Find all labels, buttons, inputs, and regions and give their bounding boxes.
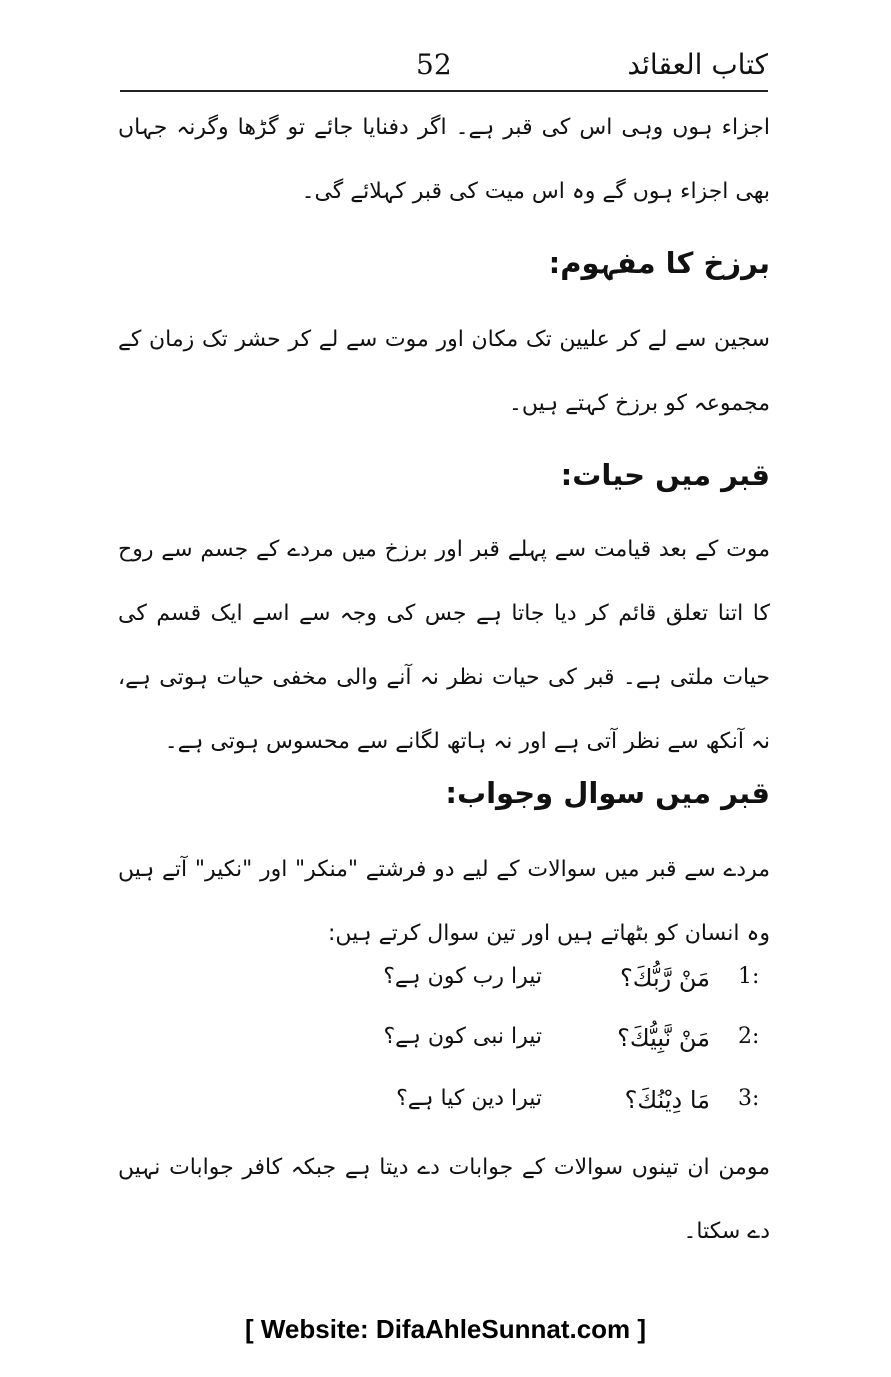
sawal-paragraph: مردے سے قبر میں سوالات کے لیے دو فرشتے "منکر" اور "نکیر" آتے ہیں وہ انسان کو بٹھاتے ہیں اور تین سوال کرتے ہیں:	[118, 857, 770, 946]
question-number: 3:	[738, 1086, 760, 1111]
question-urdu: تیرا رب کون ہے؟	[383, 964, 542, 989]
question-arabic: مَنْ رَّبُّكَ؟	[620, 964, 710, 992]
question-urdu: تیرا نبی کون ہے؟	[383, 1024, 542, 1049]
closing-paragraph: مومن ان تینوں سوالات کے جوابات دے دیتا ہے جبکہ کافر جوابات نہیں دے سکتا۔	[118, 1155, 770, 1244]
question-number: 2:	[738, 1024, 760, 1049]
question-arabic: مَنْ نَّبِيُّكَ؟	[617, 1024, 710, 1052]
page-number: 52	[416, 48, 452, 81]
question-row-3	[120, 1086, 770, 1126]
barzakh-heading: برزخ کا مفہوم:	[548, 246, 770, 280]
intro-paragraph: اجزاء ہوں وہی اس کی قبر ہے۔ اگر دفنایا جائے تو گڑھا وگرنہ جہاں بھی اجزاء ہوں گے وہ اس میت کی قبر کہلائے گی۔	[118, 115, 770, 204]
header-divider	[120, 90, 768, 92]
hayat-heading: قبر میں حیات:	[560, 458, 770, 492]
book-title: کتاب العقائد	[627, 48, 768, 81]
question-number: 1:	[738, 964, 760, 989]
barzakh-paragraph: سجین سے لے کر علیین تک مکان اور موت سے لے کر حشر تک زمان کے مجموعہ کو برزخ کہتے ہیں۔	[118, 327, 770, 416]
website-footer: [ Website: DifaAhleSunnat.com ]	[244, 1314, 647, 1344]
hayat-paragraph: موت کے بعد قیامت سے پہلے قبر اور برزخ میں مردے کے جسم سے روح کا اتنا تعلق قائم کر دیا جاتا ہے جس کی وجہ سے اسے ایک قسم کی حیات ملتی ہے۔ قبر کی حیات نظر نہ آنے والی مخفی حیات ہوتی ہے، نہ آنکھ سے نظر آتی ہے اور نہ ہاتھ لگانے سے محسوس ہوتی ہے۔	[118, 537, 770, 754]
page-header	[120, 40, 768, 90]
question-arabic: مَا دِيْنُكَ؟	[624, 1086, 710, 1114]
question-urdu: تیرا دین کیا ہے؟	[396, 1086, 542, 1111]
question-row-2	[120, 1024, 770, 1064]
sawal-heading: قبر میں سوال وجواب:	[445, 776, 770, 810]
question-row-1	[120, 964, 770, 1004]
